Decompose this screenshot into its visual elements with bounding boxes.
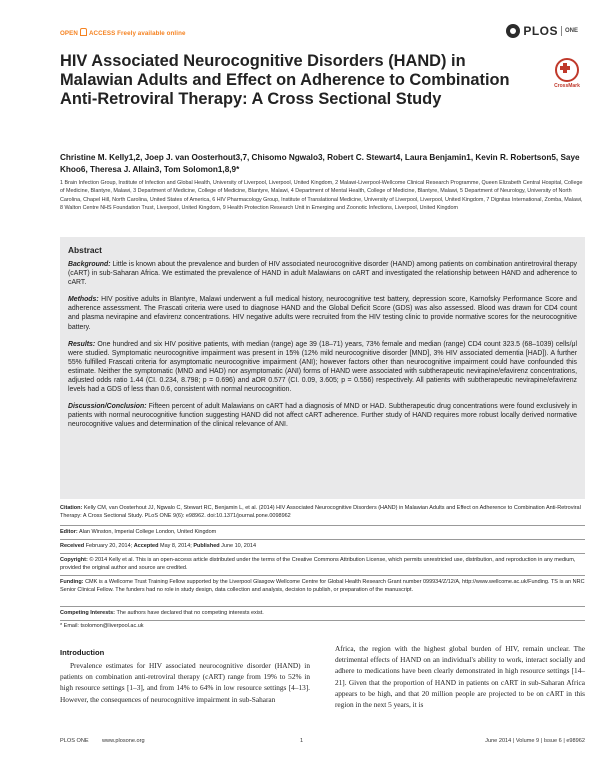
crossmark-label: CrossMark xyxy=(554,83,580,89)
background-text: Little is known about the prevalence and burden of HIV associated neurocognitive disorder (HAND) among patients on combination antiretroviral therapy (cART) in sub-Saharan Africa. We estimated the prevalence of HAND in adult Malawians on cART and investigated the relationship between HAND and adherence to cART. xyxy=(68,261,577,287)
journal-header xyxy=(60,24,578,43)
plos-wordmark: PLOS xyxy=(523,24,558,38)
abstract-background xyxy=(68,260,577,287)
footer-url[interactable]: www.plosone.org xyxy=(102,738,145,744)
divider xyxy=(60,575,585,576)
introduction-heading: Introduction xyxy=(60,648,105,657)
received-date: February 20, 2014; xyxy=(85,543,133,549)
one-wordmark: ONE xyxy=(564,28,578,34)
editor-line xyxy=(60,528,585,536)
logo-divider xyxy=(561,26,562,36)
page-number: 1 xyxy=(300,738,304,744)
results-text: One hundred and six HIV positive patients, with median (range) age 39 (18–71) years, 73% female and median (range) CD4 count 323.5 (68–1039) cells/μl were studied. Symptomatic neurocognitive impairment was present in 15% (12% mild neurocognitive disorder [MND], 3% HIV associated dementia [HAD]). A further 55% fulfilled Frascati criteria for asymptomatic neurocognitive impairment (ANI); however factors other than neurocognitive impairment could have confounded this estimate. Neither the symptomatic (MND and HAD) nor asymptomatic (ANI) forms of HAND were associated with subtherapeutic nevirapine/efavirenz concentrations, adjusted odds ratio 1.44 (CI. 0.234, 8.798; p = 0.696) and aOR 0.577 (CI. 0.09, 3.605; p = 0.556) respectively. All patients with subtherapeutic nevirapine/efavirenz levels had a GDS of less than 0.6, consistent with normal neurocognition. xyxy=(68,340,578,394)
background-label: Background: xyxy=(68,261,111,268)
body-left-column: Prevalence estimates for HIV associated neurocognitive disorder (HAND) in patients on combination anti-retroviral therapy (cART) range from 19% to 52% in high resource settings [1–3], and from 14% to 64% in low resource settings [4–13]. However, the consequences of neurocognitive impairment in sub-Saharan xyxy=(60,661,310,704)
copyright-text: © 2014 Kelly et al. This is an open-access article distributed under the terms of the Creative Commons Attribution License, which permits unrestricted use, distribution, and reproduction in any medium, provided the original author and source are credited. xyxy=(60,557,576,571)
funding-block xyxy=(60,578,585,594)
discussion-label: Discussion/Conclusion: xyxy=(68,403,147,411)
editor-label: Editor: xyxy=(60,529,78,535)
divider xyxy=(60,525,585,526)
published-label: Published xyxy=(193,543,220,549)
open-access-label-2: ACCESS xyxy=(88,30,116,37)
copyright-block xyxy=(60,556,585,572)
citation-text[interactable]: Kelly CM, van Oosterhout JJ, Ngwalo C, Stewart RC, Benjamin L, et al. (2014) HIV Associated Neurocognitive Disorders (HAND) in Malawian Adults and Effect on Adherence to Combination Anti-Retroviral Therapy: A Cross Sectional Study. PLoS ONE 9(6): e98962. doi:10.1371/journal.pone.0098962 xyxy=(60,505,581,519)
accepted-label: Accepted xyxy=(133,543,159,549)
abstract-methods xyxy=(68,295,577,331)
abstract-discussion xyxy=(68,402,577,429)
open-access-label: OPEN xyxy=(60,30,78,37)
methods-label: Methods: xyxy=(68,296,99,304)
divider xyxy=(60,606,585,607)
discussion-text: Fifteen percent of adult Malawians on cART had a diagnosis of MND or HAD. Subtherapeutic drug concentrations were found exclusively in patients with normal neurocognitive function suggesting HAND did not affect cART adherence. Further study of HAND requires more robust locally derived normative neurocognitive values and determination of the clinical relevance of ANI. xyxy=(68,403,577,429)
footer-journal: PLOS ONE xyxy=(60,738,89,744)
abstract-results xyxy=(68,340,577,395)
methods-text: HIV positive adults in Blantyre, Malawi underwent a full medical history, neurocognitive test battery, depression score, Karnofsky Performance Score and adherence assessment. The Frascati criteria were used to diagnose HAND and the Global Deficit Score (GDS) was also assessed. Blood was drawn for CD4 count and plasma nevirapine and efavirenz concentrations. HIV negative adults were recruited from the HIV testing clinic to provide normative scores for the neurocognitive battery. xyxy=(68,296,577,331)
received-label: Received xyxy=(60,543,85,549)
footer-issue: June 2014 | Volume 9 | Issue 6 | e98962 xyxy=(485,738,585,744)
plos-one-logo[interactable] xyxy=(506,24,578,38)
affiliations: 1 Brain Infection Group, Institute of Infection and Global Health, University of Liverpool, Liverpool, United Kingdom, 2 Malawi-Liverpool-Wellcome Clinical Research Programme, Queen Elizabeth Central Hospital, College of Medicine, Blantyre, Malawi, 3 Department of Medicine, College of Medicine, Blantyre, Malawi, 4 Department of Mental Health, College of Medicine, Blantyre, Malawi, 5 Department of Neurology, University of North Carolina, Chapel Hill, North Carolina, United States of America, 6 HIV Pharmacology Group, Institute of Translational Medicine, University of Liverpool, Liverpool, United Kingdom, 7 Dignitas International, Zomba, Malawi, 8 Walton Centre NHS Foundation Trust, Liverpool, United Kingdom, 9 Health Protection Research Unit in Emerging and Zoonotic Infections, Liverpool, United Kingdom xyxy=(60,180,583,212)
open-access-lock-icon xyxy=(80,28,87,36)
competing-label: Competing Interests: xyxy=(60,610,116,616)
accepted-date: May 8, 2014; xyxy=(160,543,192,549)
divider xyxy=(60,539,585,540)
competing-text: The authors have declared that no competing interests exist. xyxy=(116,610,264,616)
open-access-banner xyxy=(60,28,186,37)
divider xyxy=(60,553,585,554)
freely-available-label: Freely available online xyxy=(117,30,186,37)
divider xyxy=(60,620,585,621)
dates-line xyxy=(60,542,585,550)
article-title: HIV Associated Neurocognitive Disorders (HAND) in Malawian Adults and Effect on Adherence to Combination Anti-Retroviral Therapy: A Cross Sectional Study xyxy=(60,52,510,109)
crossmark-icon xyxy=(555,58,579,82)
author-list: Christine M. Kelly1,2, Joep J. van Oosterhout3,7, Chisomo Ngwalo3, Robert C. Stewart4, Laura Benjamin1, Kevin R. Robertson5, Saye Khoo6, Theresa J. Allain3, Tom Solomon1,8,9* xyxy=(60,153,580,174)
body-right-column: Africa, the region with the highest global burden of HIV, remain unclear. The detrimental effects of HAND on an individual's ability to work, interact socially and adhere to medications have been clearly demonstrated in high resource settings [14–21]. Given that the proportion of HAND in patients on cART in sub-Saharan Africa appears to be high, and that 20 million people are projected to be on cART in this region in the next 5 years, it is xyxy=(335,644,585,710)
abstract-heading: Abstract xyxy=(68,245,102,255)
published-date: June 10, 2014 xyxy=(221,543,257,549)
crossmark-badge[interactable] xyxy=(547,58,587,89)
email-line[interactable]: * Email: tsolomon@liverpool.ac.uk xyxy=(60,623,144,629)
copyright-label: Copyright: xyxy=(60,557,88,563)
results-label: Results: xyxy=(68,340,96,348)
funding-label: Funding: xyxy=(60,579,84,585)
competing-interests xyxy=(60,609,585,617)
funding-text: CMK is a Wellcome Trust Training Fellow supported by the Liverpool Glasgow Wellcome Centre for Global Health Research Grant number 099934/Z/12/A, http://www.wellcome.ac.uk/Funding. TS is an NRC Senior Clinical Fellow. The funders had no role in study design, data collection and analysis, decision to publish, or preparation of the manuscript. xyxy=(60,579,585,593)
plos-logo-icon xyxy=(506,24,520,38)
citation-block xyxy=(60,504,585,520)
abstract-box xyxy=(60,237,585,499)
citation-label: Citation: xyxy=(60,505,83,511)
editor-text: Alan Winston, Imperial College London, United Kingdom xyxy=(78,529,217,535)
